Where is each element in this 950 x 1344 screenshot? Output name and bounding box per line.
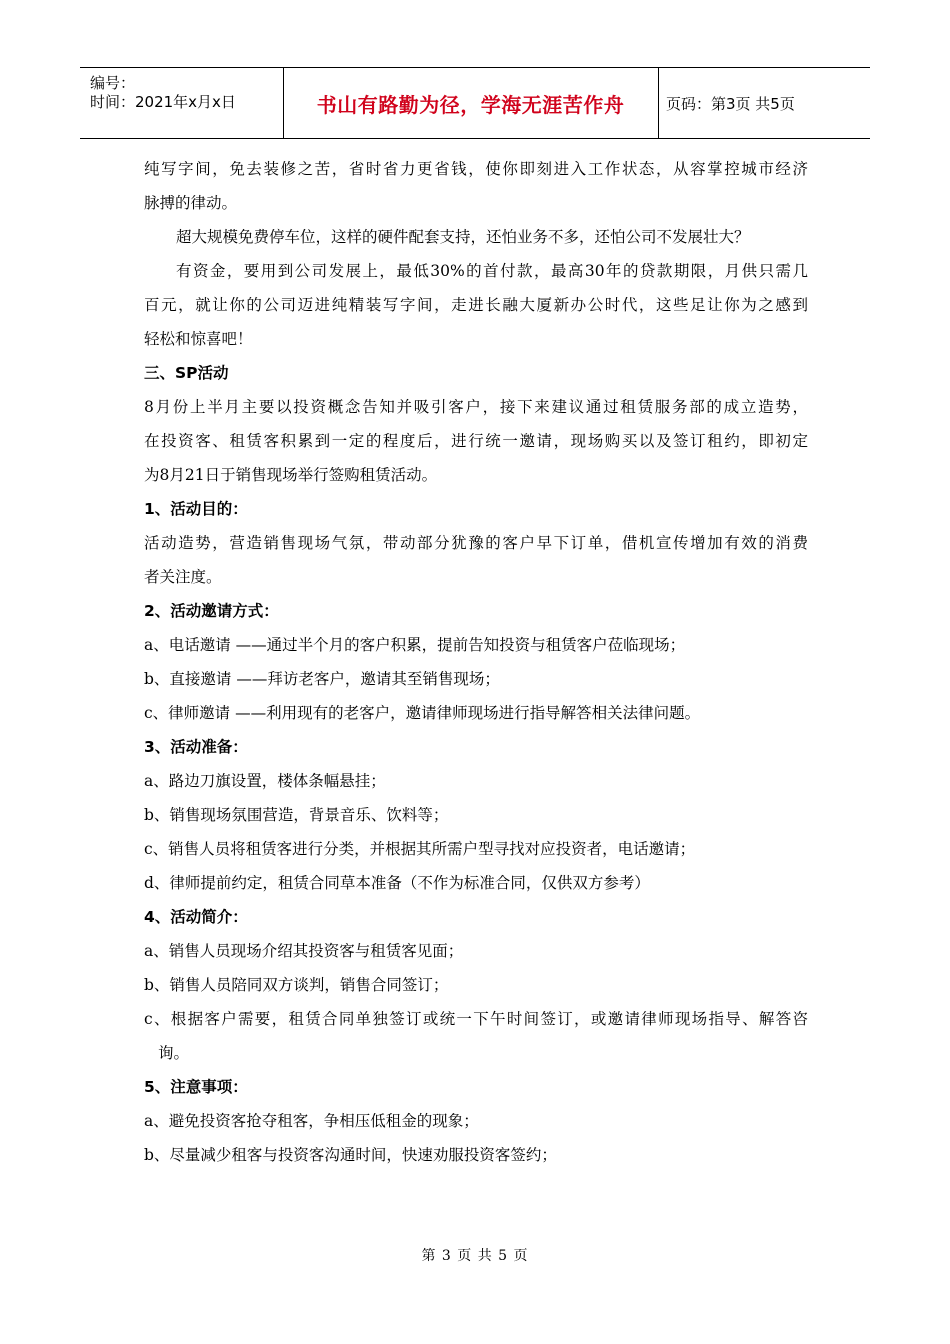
list-item: b、销售现场氛围营造，背景音乐、饮料等； — [144, 806, 449, 824]
paragraph-line: 者关注度。 — [144, 568, 222, 586]
header-meta-cell — [80, 68, 284, 138]
subsection-heading: 3、活动准备： — [144, 738, 248, 756]
header-motto-cell — [283, 68, 659, 138]
section-heading: 三、SP活动 — [144, 364, 229, 382]
paragraph-line: 为8月21日于销售现场举行签购租赁活动。 — [144, 466, 438, 484]
document-number-label: 编号： — [90, 74, 136, 92]
header-page-info: 页码：第3页 共5页 — [666, 94, 795, 113]
subsection-heading: 1、活动目的： — [144, 500, 248, 518]
list-item: d、律师提前约定，租赁合同草本准备（不作为标准合同，仅供双方参考） — [144, 874, 650, 892]
document-body — [144, 152, 808, 1172]
paragraph-line: 有资金，要用到公司发展上，最低30%的首付款，最高30年的贷款期限，月供只需几 — [176, 262, 808, 280]
list-item: a、路边刀旗设置，楼体条幅悬挂； — [144, 772, 386, 790]
paragraph-line: 超大规模免费停车位，这样的硬件配套支持，还怕业务不多，还怕公司不发展壮大？ — [176, 228, 750, 246]
list-item: c、根据客户需要，租赁合同单独签订或统一下午时间签订，或邀请律师现场指导、解答咨 — [144, 1010, 808, 1028]
paragraph-line: 纯写字间，免去装修之苦，省时省力更省钱，使你即刻进入工作状态，从容掌控城市经济 — [144, 160, 808, 178]
header-motto: 书山有路勤为径，学海无涯苦作舟 — [316, 92, 625, 117]
paragraph-line: 在投资客、租赁客积累到一定的程度后，进行统一邀请，现场购买以及签订租约，即初定 — [144, 432, 808, 450]
paragraph-line: 百元，就让你的公司迈进纯精装写字间，走进长融大厦新办公时代，这些足让你为之感到 — [144, 296, 808, 314]
paragraph-line: 轻松和惊喜吧！ — [144, 330, 253, 348]
list-item: a、销售人员现场介绍其投资客与租赁客见面； — [144, 942, 464, 960]
list-item-continuation: 询。 — [158, 1044, 190, 1062]
subsection-heading: 4、活动简介： — [144, 908, 248, 926]
list-item: c、销售人员将租赁客进行分类，并根据其所需户型寻找对应投资者，电话邀请； — [144, 840, 696, 858]
list-item: b、直接邀请 ——拜访老客户，邀请其至销售现场； — [144, 670, 500, 688]
subsection-heading: 5、注意事项： — [144, 1078, 248, 1096]
list-item: a、避免投资客抢夺租客，争相压低租金的现象； — [144, 1112, 479, 1130]
header-page-cell — [658, 68, 870, 138]
subsection-heading: 2、活动邀请方式： — [144, 602, 279, 620]
page-footer: 第 3 页 共 5 页 — [421, 1248, 529, 1264]
document-time-label: 时间：2021年x月x日 — [90, 93, 236, 111]
paragraph-line: 8月份上半月主要以投资概念告知并吸引客户，接下来建议通过租赁服务部的成立造势， — [144, 398, 808, 416]
list-item: c、律师邀请 ——利用现有的老客户，邀请律师现场进行指导解答相关法律问题。 — [144, 704, 701, 722]
document-header — [80, 67, 870, 139]
list-item: a、电话邀请 ——通过半个月的客户积累，提前告知投资与租赁客户莅临现场； — [144, 636, 686, 654]
list-item: b、尽量减少租客与投资客沟通时间，快速劝服投资客签约； — [144, 1146, 557, 1164]
list-item: b、销售人员陪同双方谈判，销售合同签订； — [144, 976, 449, 994]
paragraph-line: 活动造势，营造销售现场气氛，带动部分犹豫的客户早下订单，借机宣传增加有效的消费 — [144, 534, 808, 552]
paragraph-line: 脉搏的律动。 — [144, 194, 238, 212]
